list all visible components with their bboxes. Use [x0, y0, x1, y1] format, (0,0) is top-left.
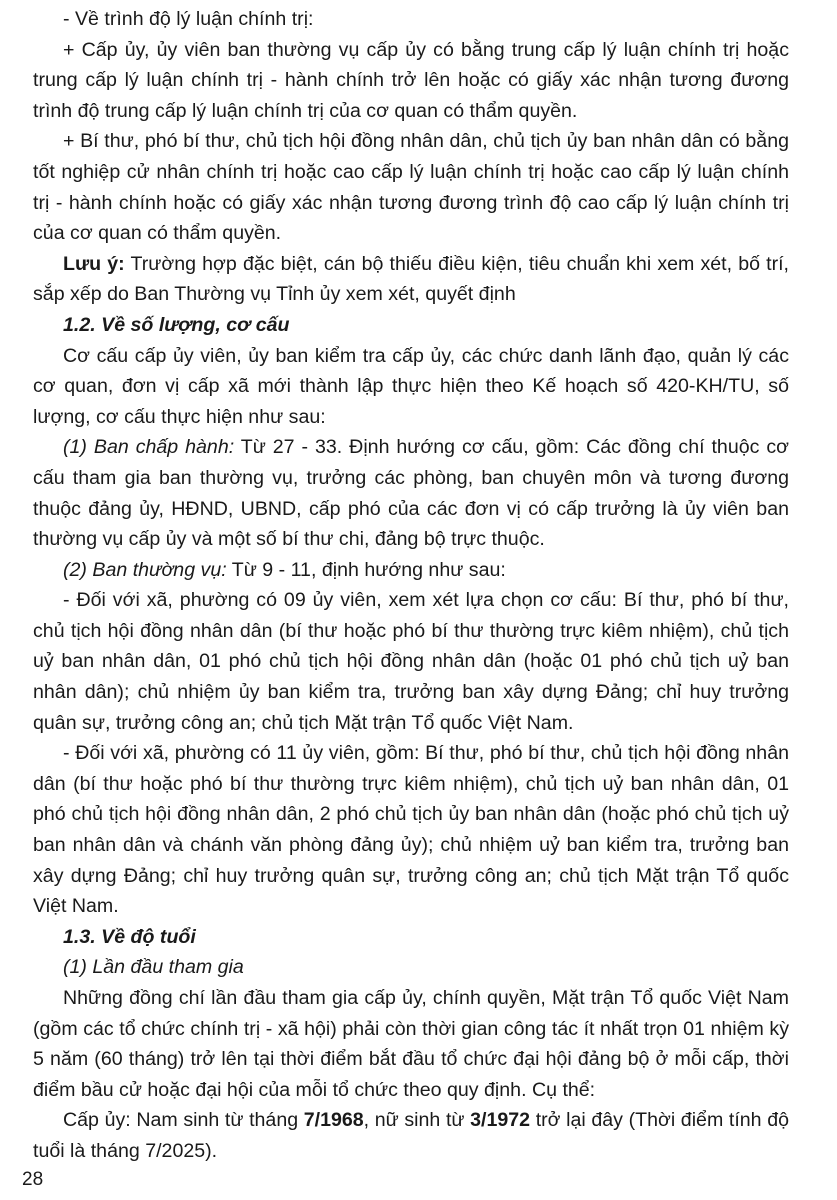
section-heading-age: 1.3. Về độ tuổi [63, 925, 196, 948]
paragraph-committee-birth-dates [33, 1105, 789, 1166]
subheading-first-time: (1) Lần đầu tham gia [63, 956, 244, 979]
note-label: Lưu ý: [63, 252, 125, 275]
paragraph-executive-committee [33, 432, 789, 554]
paragraph-secretary-requirement: + Bí thư, phó bí thư, chủ tịch hội đồng nhân dân, chủ tịch ủy ban nhân dân có bằng tốt nghiệp cử nhân chính trị hoặc cao cấp lý luận chính trị hoặc cao cấp lý luận chính trị - hành chính hoặc có giấy xác nhận tương đương trình độ cao cấp lý luận chính trị của cơ quan có thẩm quyền. [33, 130, 789, 245]
paragraph-note [33, 249, 789, 310]
paragraph-structure-intro: Cơ cấu cấp ủy viên, ủy ban kiểm tra cấp ủy, các chức danh lãnh đạo, quản lý các cơ quan, đơn vị cấp xã mới thành lập thực hiện theo Kế hoạch số 420-KH/TU, số lượng, cơ cấu thực hiện như sau: [33, 344, 789, 428]
female-birth-date: 3/1972 [470, 1109, 531, 1132]
paragraph-nine-members: - Đối với xã, phường có 09 ủy viên, xem xét lựa chọn cơ cấu: Bí thư, phó bí thư, chủ tịch hội đồng nhân dân (bí thư hoặc phó bí thư thường trực kiêm nhiệm), chủ tịch uỷ ban nhân dân, 01 phó chủ tịch hội đồng nhân dân (hoặc 01 phó chủ tịch uỷ ban nhân dân); chủ nhiệm ủy ban kiểm tra, trưởng ban xây dựng Đảng; chỉ huy trưởng quân sự, trưởng công an; chủ tịch Mặt trận Tổ quốc Việt Nam. [33, 589, 789, 734]
standing-committee-label: (2) Ban thường vụ: [63, 558, 227, 581]
document-body [33, 4, 789, 1167]
paragraph-political-theory-intro: - Về trình độ lý luận chính trị: [63, 8, 314, 30]
birth-date-text-1: Cấp ủy: Nam sinh từ tháng [63, 1109, 304, 1132]
birth-date-text-3: trở lại đây (Thời điểm tính độ tuổi là tháng 7/2025). [33, 1109, 789, 1162]
paragraph-first-time-requirement: Những đồng chí lần đầu tham gia cấp ủy, chính quyền, Mặt trận Tổ quốc Việt Nam (gồm các tổ chức chính trị - xã hội) phải còn thời gian công tác ít nhất trọn 01 nhiệm kỳ 5 năm (60 tháng) trở lên tại thời điểm bắt đầu tổ chức đại hội đảng bộ ở mỗi cấp, thời điểm bầu cử hoặc đại hội của mỗi tổ chức theo quy định. Cụ thể: [33, 987, 789, 1101]
executive-committee-text: Từ 27 - 33. Định hướng cơ cấu, gồm: Các đồng chí thuộc cơ cấu tham gia ban thường vụ, trưởng các phòng, ban chuyên môn và tương đương thuộc đảng ủy, HĐND, UBND, cấp phó của các đơn vị có cấp trưởng là ủy viên ban thường vụ cấp ủy và một số bí thư chi, đảng bộ trực thuộc. [33, 436, 790, 551]
birth-date-text-2: , nữ sinh từ [363, 1109, 471, 1132]
executive-committee-label: (1) Ban chấp hành: [63, 436, 235, 459]
male-birth-date: 7/1968 [303, 1109, 364, 1132]
paragraph-committee-members-requirement: + Cấp ủy, ủy viên ban thường vụ cấp ủy có bằng trung cấp lý luận chính trị hoặc trung cấp lý luận chính trị - hành chính trở lên hoặc có giấy xác nhận tương đương trình độ trung cấp lý luận chính trị của cơ quan có thẩm quyền. [33, 38, 789, 122]
paragraph-standing-committee [33, 555, 789, 586]
paragraph-eleven-members: - Đối với xã, phường có 11 ủy viên, gồm: Bí thư, phó bí thư, chủ tịch hội đồng nhân dân (bí thư hoặc phó bí thư thường trực kiêm nhiệm), chủ tịch uỷ ban nhân dân, 01 phó chủ tịch hội đồng nhân dân, 2 phó chủ tịch ủy ban nhân dân (hoặc phó chủ tịch uỷ ban nhân dân và chánh văn phòng đảng ủy); chủ nhiệm uỷ ban kiểm tra, trưởng ban xây dựng Đảng; chỉ huy trưởng quân sự, trưởng công an; chủ tịch Mặt trận Tổ quốc Việt Nam. [33, 742, 789, 918]
section-heading-quantity-structure: 1.2. Về số lượng, cơ cấu [63, 313, 290, 336]
standing-committee-text: Từ 9 - 11, định hướng như sau: [226, 558, 506, 581]
page-number: 28 [22, 1169, 44, 1190]
note-text: Trường hợp đặc biệt, cán bộ thiếu điều kiện, tiêu chuẩn khi xem xét, bố trí, sắp xếp do Ban Thường vụ Tỉnh ủy xem xét, quyết định [33, 252, 789, 306]
